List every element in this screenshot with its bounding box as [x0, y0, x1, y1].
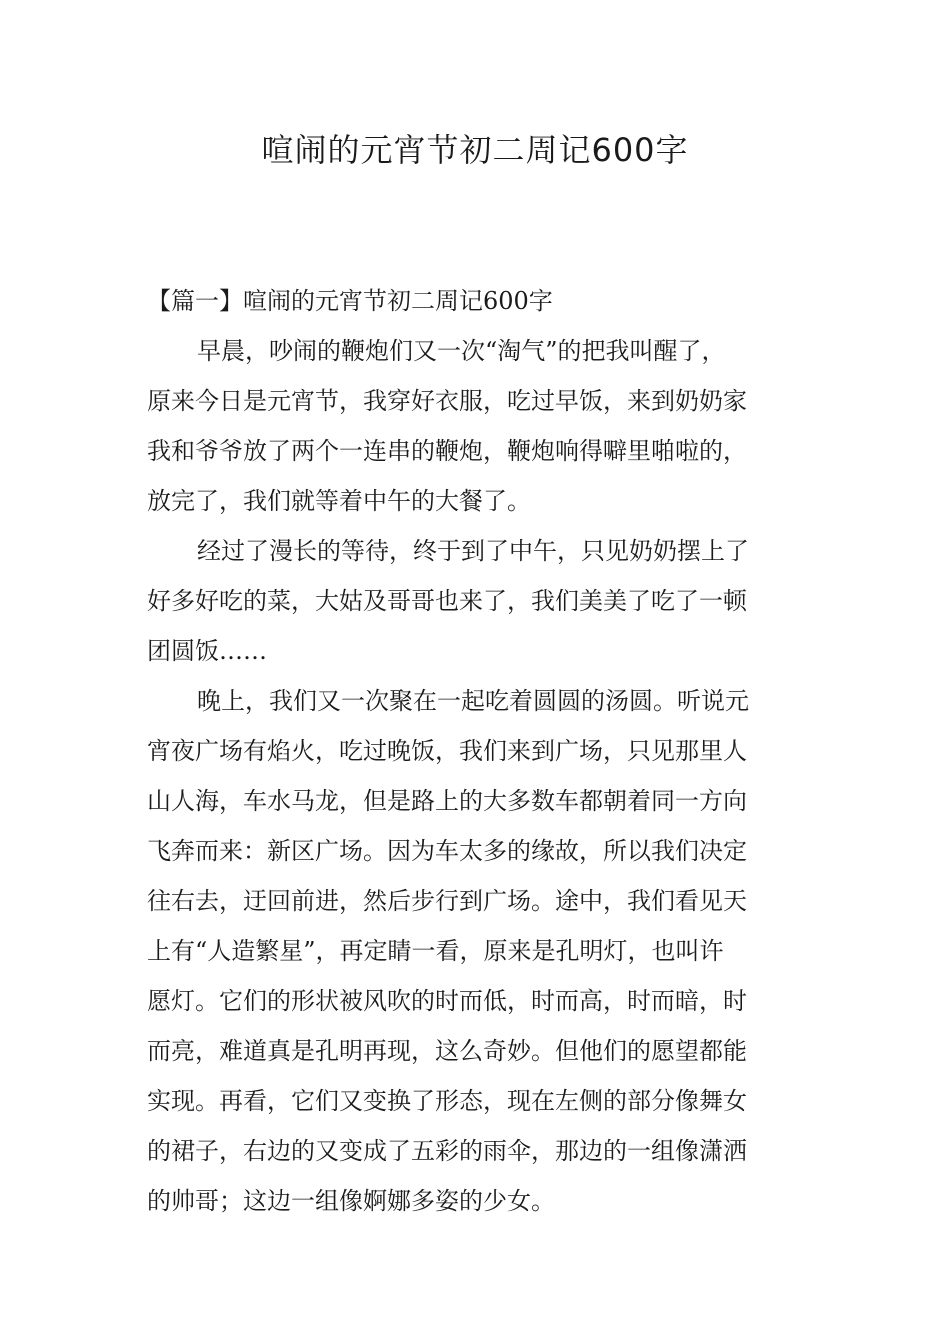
paragraph-1: [147, 326, 807, 526]
paragraph-line: 放完了，我们就等着中午的大餐了。: [147, 487, 531, 515]
paragraph-line: 经过了漫长的等待，终于到了中午，只见奶奶摆上了: [197, 537, 749, 565]
paragraph-line: 晚上，我们又一次聚在一起吃着圆圆的汤圆。听说元: [197, 687, 749, 715]
paragraph-line: 的裙子，右边的又变成了五彩的雨伞，那边的一组像潇洒: [147, 1137, 747, 1165]
paragraph-line: 实现。再看，它们又变换了形态，现在左侧的部分像舞女: [147, 1087, 747, 1115]
paragraph-line: 的帅哥；这边一组像婀娜多姿的少女。: [147, 1187, 555, 1215]
paragraph-line: 山人海，车水马龙，但是路上的大多数车都朝着同一方向: [147, 787, 747, 815]
paragraph-line: 好多好吃的菜，大姑及哥哥也来了，我们美美了吃了一顿: [147, 587, 747, 615]
paragraph-line: 往右去，迂回前进，然后步行到广场。途中，我们看见天: [147, 887, 747, 915]
paragraph-3: [147, 676, 807, 1226]
paragraph-line: 我和爷爷放了两个一连串的鞭炮，鞭炮响得噼里啪啦的，: [147, 437, 747, 465]
section-heading: 【篇一】喧闹的元宵节初二周记600字: [147, 287, 553, 315]
paragraph-line: 飞奔而来：新区广场。因为车太多的缘故，所以我们决定: [147, 837, 747, 865]
document-title: 喧闹的元宵节初二周记600字: [261, 131, 689, 169]
paragraph-line: 原来今日是元宵节，我穿好衣服，吃过早饭，来到奶奶家: [147, 387, 747, 415]
paragraph-2: [147, 526, 807, 676]
paragraph-line: 而亮，难道真是孔明再现，这么奇妙。但他们的愿望都能: [147, 1037, 747, 1065]
paragraph-line: 宵夜广场有焰火，吃过晚饭，我们来到广场，只见那里人: [147, 737, 747, 765]
paragraph-line: 早晨，吵闹的鞭炮们又一次“淘气”的把我叫醒了，: [197, 337, 726, 365]
paragraph-line: 团圆饭……: [147, 637, 267, 665]
document-body: [147, 276, 807, 1226]
paragraph-line: 上有“人造繁星”，再定睛一看，原来是孔明灯，也叫许: [147, 937, 724, 965]
paragraph-line: 愿灯。它们的形状被风吹的时而低，时而高，时而暗，时: [147, 987, 747, 1015]
